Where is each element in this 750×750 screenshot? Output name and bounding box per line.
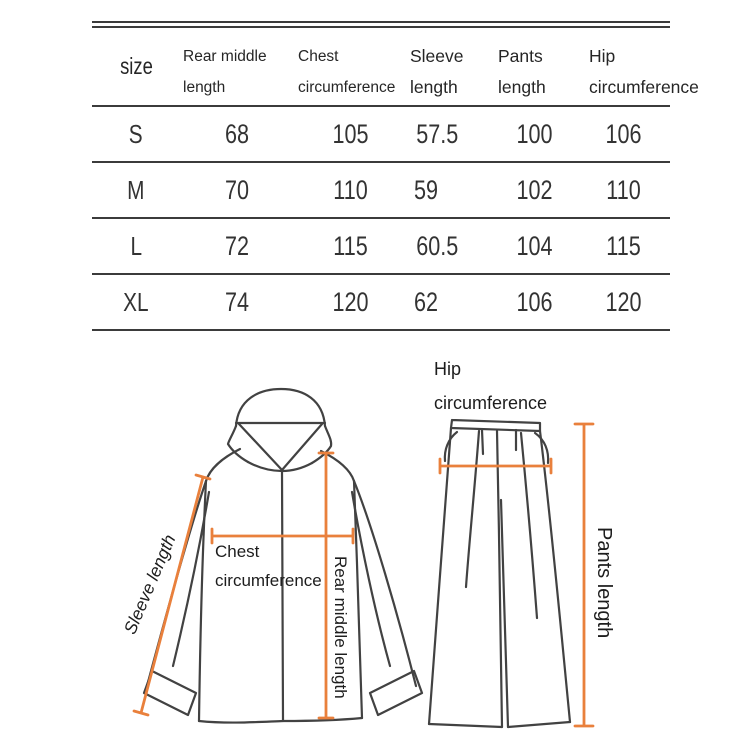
size-value: S [129,119,143,149]
header-chest-circumference [295,28,407,105]
size-value: L [130,231,142,261]
cell-hip [577,275,670,329]
hip-arrow [440,459,551,473]
hood-outline [236,389,325,426]
cell-value: 105 [332,119,370,149]
crease-left [466,431,479,587]
table-top-double-rule [92,21,670,28]
table-row [92,219,670,275]
cell-chest [295,219,407,273]
cell-sleeve [407,107,492,161]
cell-pants [492,275,577,329]
cell-value: 106 [605,119,642,149]
header-rear-middle-length [180,28,295,105]
cell-pants [492,219,577,273]
header-line: circumference [298,79,396,96]
cell-pants [492,163,577,217]
size-value: M [127,175,145,205]
cell-value: 57.5 [416,119,459,149]
cell-value: 62 [414,287,439,317]
pants-left-inner [497,431,502,727]
cell-value: 100 [516,119,553,149]
cell-sleeve [407,163,492,217]
hip-circumference-label-line1: Hip [434,359,462,379]
sleeve-right-outer [354,481,416,686]
header-line: Chest [298,48,339,65]
header-line: length [498,77,546,97]
crease-right [521,433,537,618]
sleeve-length-label: Sleeve length [119,531,180,638]
cell-hip [577,163,670,217]
row-size-label [92,275,180,329]
cell-value: 110 [333,175,369,205]
cell-value: 115 [333,231,369,261]
cell-hip [577,219,670,273]
header-line: Pants [498,46,543,66]
row-size-label [92,219,180,273]
row-size-label [92,163,180,217]
cell-value: 104 [516,231,553,261]
pants-length-arrow [575,424,593,726]
size-table [92,21,699,331]
pants-hems [429,722,570,727]
cell-value: 74 [225,287,250,317]
header-size [92,28,180,105]
row-size-label [92,107,180,161]
cell-chest [295,107,407,161]
drawstrings [482,430,516,454]
cell-sleeve [407,275,492,329]
table-header-row [92,28,699,107]
header-line: Sleeve [410,46,464,66]
cell-value: 70 [225,175,250,205]
cell-value: 110 [606,175,641,205]
jacket-drawing [144,389,422,723]
cell-rear-middle [180,107,295,161]
cell-rear-middle [180,275,295,329]
chest-circumference-label-line1: Chest [215,542,260,561]
zipper-line [282,471,283,721]
table-row [92,163,670,219]
waistband [451,420,540,431]
cell-chest [295,163,407,217]
cell-value: 59 [414,175,439,205]
table-row [92,107,670,163]
hip-circumference-label-line2: circumference [434,393,548,413]
hem [199,718,362,723]
cell-value: 68 [225,119,250,149]
cell-value: 60.5 [416,231,459,261]
rear-middle-length-label: Rear middle length [331,556,350,699]
header-line: length [410,77,458,97]
cell-rear-middle [180,219,295,273]
measurement-diagram [0,330,750,750]
header-line: circumference [589,77,699,97]
header-size-label: size [119,53,153,79]
cell-sleeve [407,219,492,273]
header-hip-circumference [577,28,699,105]
chest-circumference-label-line2: circumference [215,571,322,590]
pants-right-outer [540,431,570,722]
cell-value: 120 [605,287,642,317]
header-line: Rear middle [183,48,267,65]
header-pants-length [492,28,577,105]
cell-chest [295,275,407,329]
cell-value: 72 [225,231,250,261]
header-line: length [183,79,226,96]
cell-value: 120 [332,287,370,317]
header-sleeve-length [407,28,492,105]
header-line: Hip [589,46,616,66]
cell-value: 102 [516,175,553,205]
cell-hip [577,107,670,161]
pants-length-label: Pants length [593,527,615,639]
cell-value: 115 [606,231,641,261]
cell-rear-middle [180,163,295,217]
cell-pants [492,107,577,161]
table-row [92,275,670,331]
size-value: XL [123,287,149,317]
cuff-left [144,671,196,715]
cell-value: 106 [516,287,553,317]
